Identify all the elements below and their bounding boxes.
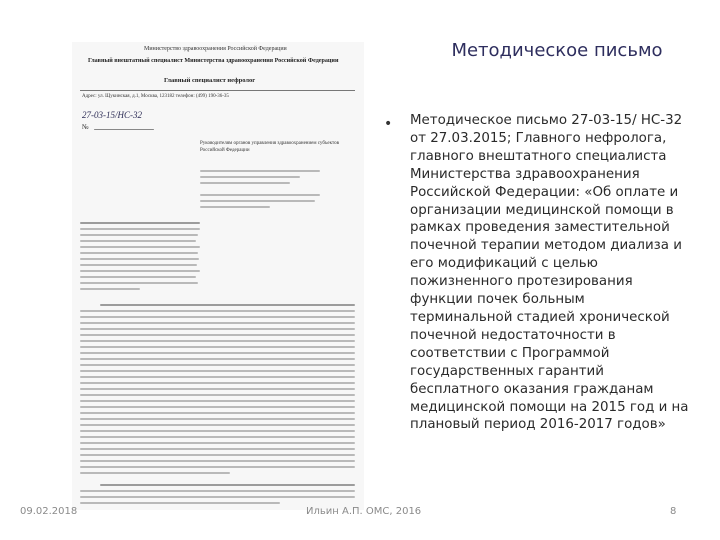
footer-author: Ильин А.П. ОМС, 2016 <box>306 506 422 517</box>
letter-header: Главный внештатный специалист Министерства здравоохранения Российской Федерации <box>88 58 339 64</box>
bullet-icon: • <box>384 116 393 132</box>
letter-header-sub: Главный специалист нефролог <box>164 77 256 84</box>
bullet-text: Методическое письмо 27-03-15/ НС-32 от 27.03.2015; Главного нефролога, главного внештатного специалиста Министерства здравоохранения Российской Федерации: «Об оплате и организации медицинской помощи в рамках проведения заместительной почечной терапии методом диализа и его модификаций с целью пожизненного протезирования функции почек больным терминальной стадией хронической почечной недостаточности в соответствии с Программой государственных гарантий бесплатного оказания гражданам медицинской помощи на 2015 год и на плановый период 2016-2017 годов» <box>410 113 689 433</box>
scanned-letter <box>72 42 364 510</box>
recipients-first: Руководителям органов управления здравоохранением субъектов Российской Федерации <box>200 141 339 153</box>
letter-source: Министерство здравоохранения Российской Федерации <box>144 46 287 52</box>
letter-divider <box>80 90 355 91</box>
footer-date: 09.02.2018 <box>20 506 78 517</box>
letter-ref-no: № <box>82 123 89 131</box>
letter-address: Адрес: ул. Щукинская, д.1, Москва, 123182 телефон: (499) 190-36-35 <box>82 94 229 99</box>
letter-ref-line <box>94 129 154 130</box>
slide-title: Методическое письмо <box>451 40 663 61</box>
footer-page-number: 8 <box>670 506 677 517</box>
letter-ref: 27-03-15/НС-32 <box>82 110 142 120</box>
